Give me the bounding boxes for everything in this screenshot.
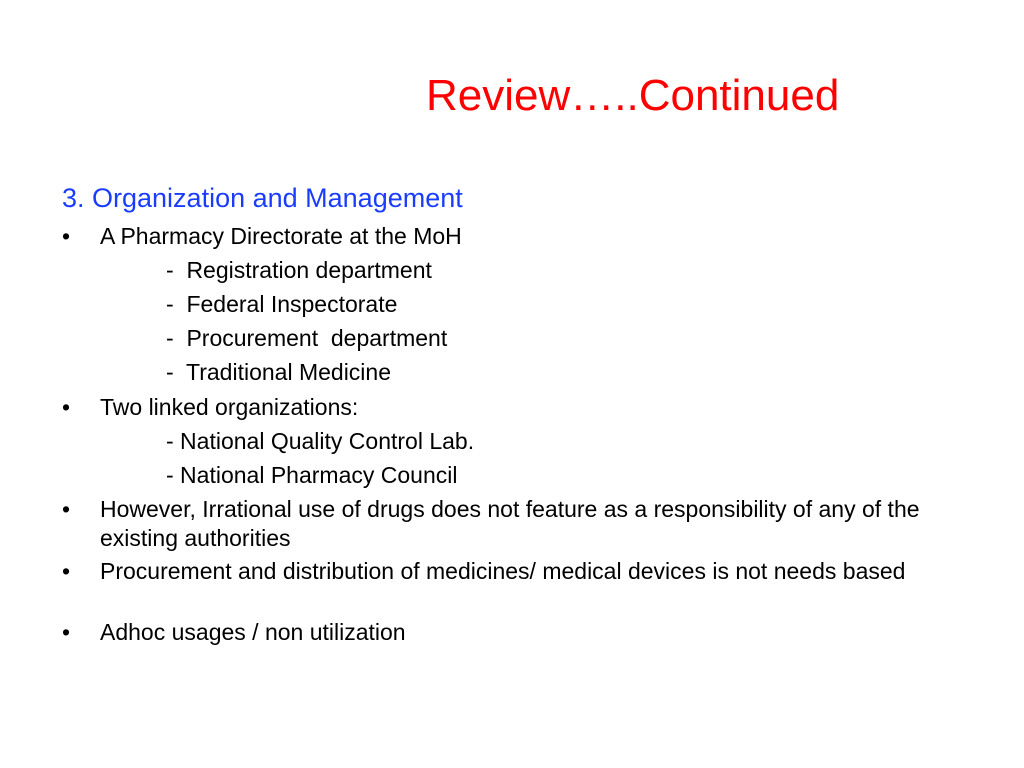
bullet-text: A Pharmacy Directorate at the MoH — [100, 223, 462, 249]
bullet-marker: • — [62, 223, 71, 249]
bullet-text: Procurement and distribution of medicines/ medical devices is not needs based — [100, 558, 906, 584]
bullet-text: Two linked organizations: — [100, 394, 359, 420]
bullet-marker: • — [62, 496, 71, 522]
sub-item: - Federal Inspectorate — [166, 291, 398, 317]
bullet-text: Adhoc usages / non utilization — [100, 619, 406, 645]
bullet-text: However, Irrational use of drugs does not feature as a responsibility of any of the existing authorities — [100, 496, 920, 551]
sub-item: - Registration department — [166, 257, 432, 283]
sub-item: - National Pharmacy Council — [166, 462, 458, 488]
bullet-marker: • — [62, 394, 71, 420]
sub-item: - Traditional Medicine — [166, 359, 391, 385]
bullet-marker: • — [62, 619, 71, 645]
section-heading: 3. Organization and Management — [62, 183, 463, 213]
bullet-marker: • — [62, 558, 71, 584]
sub-item: - Procurement department — [166, 325, 448, 351]
slide-title: Review…..Continued — [426, 71, 840, 120]
sub-item: - National Quality Control Lab. — [166, 428, 475, 454]
